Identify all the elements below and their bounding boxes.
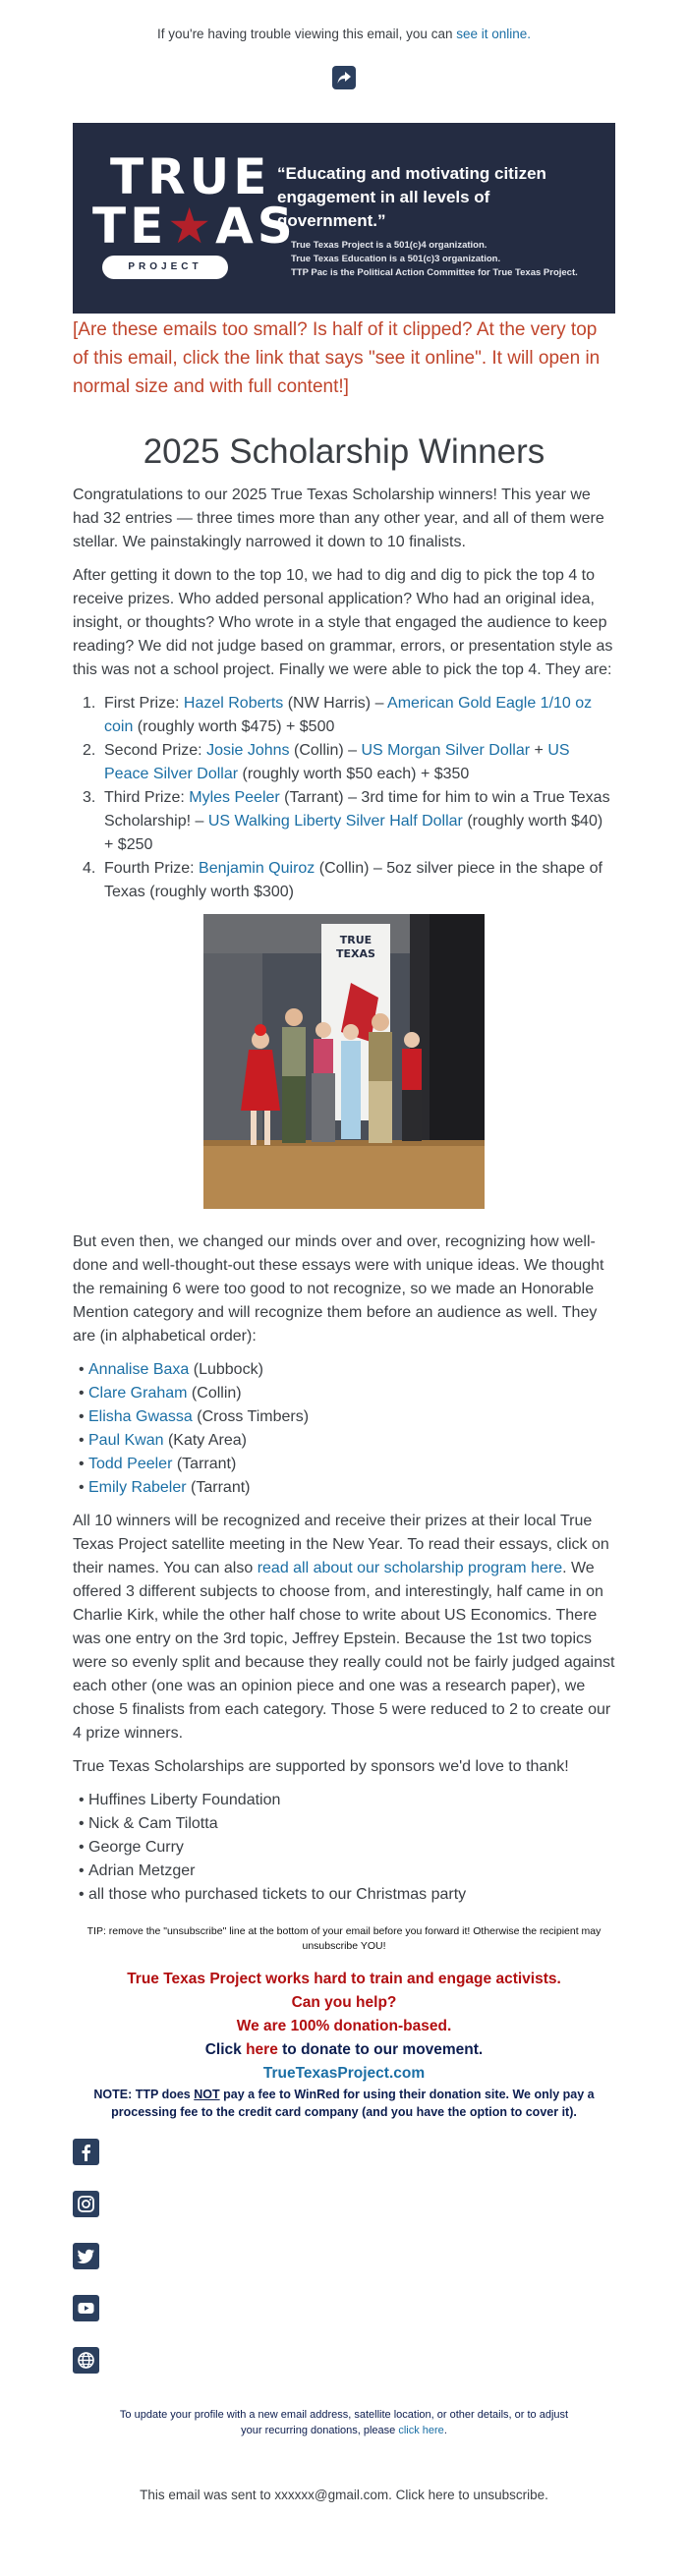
- logo-texas: [92, 198, 297, 255]
- prize-item-1: [83, 692, 615, 739]
- winner-link[interactable]: Josie Johns: [206, 742, 290, 759]
- donation-cta: [0, 1968, 688, 2121]
- cta-line-1: True Texas Project works hard to train and engage activists.: [127, 1971, 561, 1987]
- photo-banner-true: TRUE: [339, 934, 373, 946]
- prize-plus: +: [530, 742, 548, 759]
- banner-fine-2: True Texas Education is a 501(c)3 organization.: [291, 254, 501, 264]
- winner-link[interactable]: Hazel Roberts: [183, 695, 284, 712]
- sponsors-paragraph: True Texas Scholarships are supported by sponsors we'd love to thank!: [73, 1758, 569, 1775]
- list-item: [83, 1405, 615, 1429]
- facebook-icon[interactable]: [73, 2139, 99, 2165]
- prize-number: 4.: [83, 860, 96, 877]
- mention-link[interactable]: Annalise Baxa: [88, 1361, 190, 1378]
- cta-line-3: We are 100% donation-based.: [236, 2018, 452, 2034]
- winners-photo-wrap: [73, 914, 615, 1217]
- list-item: [83, 1382, 615, 1405]
- twitter-icon[interactable]: [73, 2243, 99, 2269]
- prize-text: (Collin) – 5oz silver piece in the shape of Texas (roughly worth $300): [104, 860, 602, 900]
- winred-note: [0, 2086, 688, 2121]
- header-banner: [73, 123, 615, 314]
- list-item: [83, 1476, 615, 1500]
- logo-as: AS: [215, 198, 297, 255]
- donate-here-link[interactable]: here: [246, 2041, 278, 2058]
- mention-area: (Katy Area): [163, 1432, 247, 1449]
- mention-area: (Lubbock): [189, 1361, 263, 1378]
- preheader-text: If you're having trouble viewing this email, you can: [156, 27, 457, 41]
- prize-item-3: [83, 786, 615, 857]
- share-arrow-icon[interactable]: [332, 66, 356, 89]
- prize-coin-link[interactable]: American Gold Eagle 1/10 oz coin: [104, 695, 593, 735]
- prize-value: (roughly worth $50 each) + $350: [238, 766, 470, 782]
- list-item: • all those who purchased tickets to our Christmas party: [83, 1883, 615, 1907]
- cta-click: Click: [204, 2041, 247, 2058]
- mention-area: (Collin): [187, 1385, 242, 1402]
- honorable-mention-list: [73, 1358, 615, 1500]
- youtube-icon[interactable]: [73, 2295, 99, 2321]
- prize-label: Fourth Prize:: [104, 860, 200, 877]
- honorable-mention-paragraph: But even then, we changed our minds over and over, recognizing how well-done and well-thought-out these essays were with unique ideas. We thought the remaining 6 were too good to not recognize, so we made an Honorable Mention category and will recognize them before an audience as well. They are (in alphabetical order):: [73, 1233, 604, 1345]
- mention-link[interactable]: Emily Rabeler: [88, 1479, 187, 1496]
- cta-donate-text: to donate to our movement.: [277, 2041, 484, 2058]
- prize-text: (Tarrant) – 3rd time for him to win a True Texas Scholarship! –: [104, 789, 610, 830]
- mention-link[interactable]: Clare Graham: [88, 1385, 188, 1402]
- prize-label: First Prize:: [104, 695, 184, 712]
- winners-photo: [203, 914, 485, 1209]
- mention-area: (Tarrant): [186, 1479, 251, 1496]
- social-links: [73, 2139, 688, 2374]
- prize-value: (roughly worth $475) + $500: [133, 718, 335, 735]
- list-item: • Huffines Liberty Foundation: [83, 1789, 615, 1812]
- list-item: • Adrian Metzger: [83, 1860, 615, 1883]
- website-link[interactable]: TrueTexasProject.com: [262, 2065, 426, 2082]
- prize-coin-link[interactable]: US Walking Liberty Silver Half Dollar: [207, 813, 463, 830]
- scholarship-program-link[interactable]: read all about our scholarship program here: [257, 1560, 563, 1576]
- prize-list: [73, 692, 615, 904]
- prize-item-4: [83, 857, 615, 904]
- prize-value: (roughly worth $40) + $250: [104, 813, 603, 853]
- winners-photo-illustration: [203, 914, 485, 1209]
- list-item: [83, 1453, 615, 1476]
- prize-coin-link[interactable]: US Morgan Silver Dollar: [361, 742, 531, 759]
- banner-quote: “Educating and motivating citizen engagement in all levels of government.”: [277, 164, 546, 230]
- prize-text: (Collin) –: [289, 742, 362, 759]
- list-item: • George Curry: [83, 1836, 615, 1860]
- cta-line-2: Can you help?: [291, 1994, 397, 2011]
- sponsors-list: [73, 1789, 615, 1907]
- page-title: 2025 Scholarship Winners: [143, 432, 545, 471]
- profile-click-here-link[interactable]: click here: [398, 2425, 444, 2436]
- globe-icon[interactable]: [73, 2347, 99, 2374]
- clip-note: [Are these emails too small? Is half of it clipped? At the very top of this email, click the link that says "see it online". It will open in normal size and with full content!]: [73, 319, 601, 397]
- mention-link[interactable]: Paul Kwan: [88, 1432, 164, 1449]
- prize-label: Second Prize:: [104, 742, 207, 759]
- prize-item-2: [83, 739, 615, 786]
- main-content: [73, 484, 615, 1907]
- intro-paragraph-1: Congratulations to our 2025 True Texas Scholarship winners! This year we had 32 entries — three times more than any other year, and all of them were stellar. We painstakingly narrowed it down to 10 finalists.: [73, 487, 604, 550]
- note-a: NOTE: TTP does: [93, 2088, 195, 2101]
- prize-number: 2.: [83, 742, 96, 759]
- list-item: [83, 1358, 615, 1382]
- logo-te: TE: [92, 198, 168, 255]
- note-not: NOT: [194, 2088, 220, 2101]
- logo-project-scroll: PROJECT: [102, 256, 228, 279]
- prize-coin-link-2[interactable]: US Peace Silver Dollar: [104, 742, 570, 782]
- logo-true: TRUE: [110, 148, 271, 205]
- preheader: [0, 0, 688, 54]
- winner-link[interactable]: Myles Peeler: [189, 789, 280, 806]
- instagram-icon[interactable]: [73, 2191, 99, 2217]
- note-b: pay a fee to WinRed for using their donation site. We only pay a processing fee to the credit card company (and you have the option to cover it).: [111, 2088, 595, 2119]
- winner-link[interactable]: Benjamin Quiroz: [199, 860, 315, 877]
- list-item: [83, 1429, 615, 1453]
- cta-line-4: [0, 2038, 688, 2062]
- prize-text: (NW Harris) –: [283, 695, 388, 712]
- forward-tip: TIP: remove the "unsubscribe" line at the bottom of your email before you forward it! Otherwise the recipient may unsubscribe YOU!: [86, 1925, 602, 1952]
- recognition-paragraph: [73, 1510, 615, 1746]
- profile-update-note: [108, 2407, 580, 2438]
- banner-fine-3: TTP Pac is the Political Action Committee for True Texas Project.: [291, 267, 578, 278]
- mention-area: (Cross Timbers): [192, 1408, 310, 1425]
- recognition-text-a: All 10 winners will be recognized and receive their prizes at their local True Texas Project satellite meeting in the New Year. To read their essays, click on their names. You can also: [73, 1513, 609, 1576]
- list-item: • Nick & Cam Tilotta: [83, 1812, 615, 1836]
- prize-number: 1.: [83, 695, 96, 712]
- logo-star-icon: ★: [167, 198, 216, 255]
- prize-number: 3.: [83, 789, 96, 806]
- intro-paragraph-2: After getting it down to the top 10, we had to dig and dig to pick the top 4 to receive prizes. Who added personal application? Who had an original idea, insight, or thoughts? Who wrote in a style that engaged the audience to keep reading? We did not judge based on grammar, errors, or presentation style as this was not a school project. Finally we were able to pick the top 4. They are:: [73, 567, 613, 678]
- recognition-text-b: . We offered 3 different subjects to choose from, and interestingly, half came in on Charlie Kirk, while the other half chose to write about US Economics. There was one entry on the 3rd topic, Jeffrey Epstein. Because the 1st two topics were so evenly split and because they really could not be fairly judged against each other (one was an opinion piece and one was a research paper), we chose 5 finalists from each category. Those 5 were reduced to 2 to create our 4 prize winners.: [73, 1560, 615, 1742]
- share-row: [0, 54, 688, 123]
- mention-link[interactable]: Todd Peeler: [88, 1456, 173, 1472]
- banner-fine-1: True Texas Project is a 501(c)4 organization.: [291, 240, 487, 251]
- banner-fine-print: [291, 239, 605, 280]
- profile-text: To update your profile with a new email address, satellite location, or other details, or to adjust your recurring donations, please: [119, 2409, 569, 2436]
- mention-link[interactable]: Elisha Gwassa: [88, 1408, 193, 1425]
- unsubscribe-footer[interactable]: This email was sent to xxxxxx@gmail.com. Click here to unsubscribe.: [140, 2488, 548, 2502]
- photo-banner-texas: TEXAS: [336, 947, 375, 960]
- mention-area: (Tarrant): [172, 1456, 237, 1472]
- prize-label: Third Prize:: [104, 789, 190, 806]
- profile-period: .: [443, 2425, 447, 2436]
- see-online-link[interactable]: see it online.: [456, 27, 532, 41]
